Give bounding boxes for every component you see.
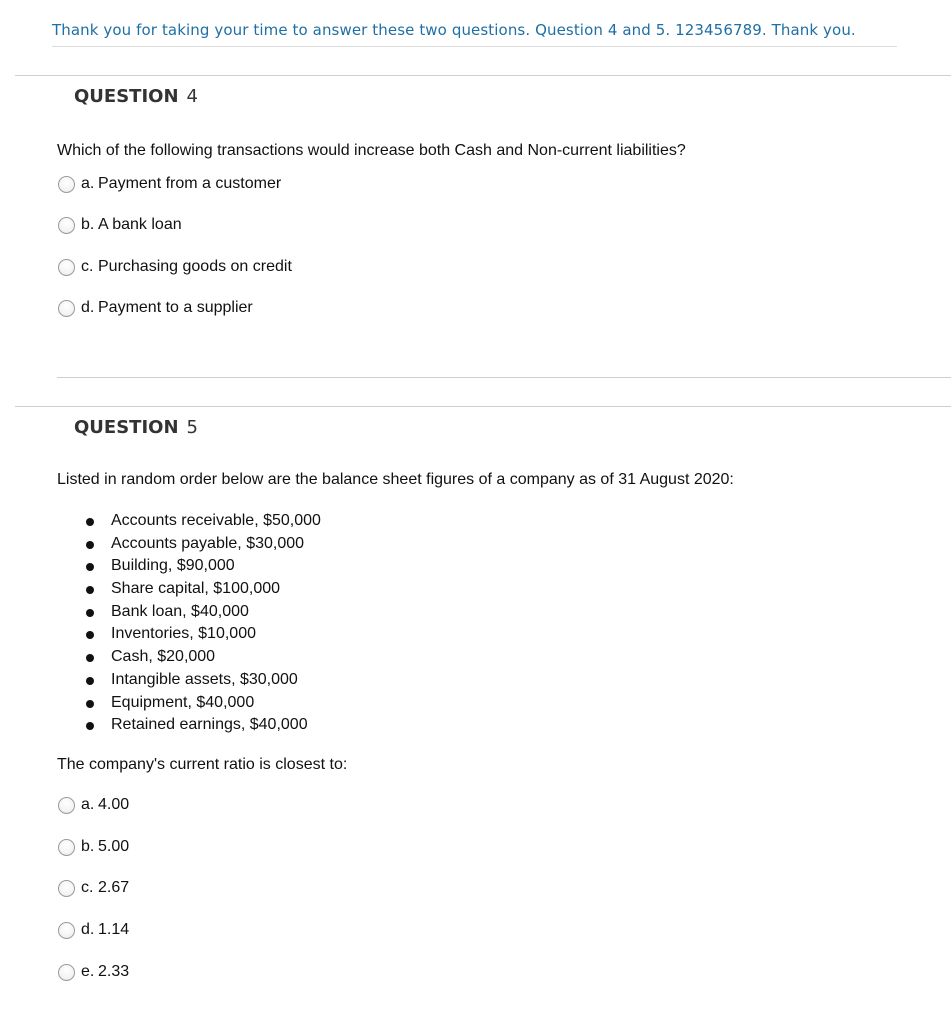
option-label: Payment from a customer bbox=[98, 175, 282, 192]
bullet-icon bbox=[86, 563, 94, 571]
radio-button[interactable] bbox=[58, 797, 75, 814]
radio-button[interactable] bbox=[58, 176, 75, 193]
list-item: Building, $90,000 bbox=[86, 555, 321, 578]
option-label: 4.00 bbox=[98, 796, 130, 813]
balance-sheet-items bbox=[86, 510, 321, 737]
option-label: Payment to a supplier bbox=[98, 299, 253, 316]
bullet-icon bbox=[86, 518, 94, 526]
bullet-icon bbox=[86, 677, 94, 685]
question-5-prompt: The company's current ratio is closest to: bbox=[57, 756, 348, 773]
list-item: Intangible assets, $30,000 bbox=[86, 669, 321, 692]
option-letter: a. bbox=[81, 796, 95, 813]
q4-option-a[interactable] bbox=[58, 173, 281, 195]
option-letter: b. bbox=[81, 838, 95, 855]
radio-button[interactable] bbox=[58, 964, 75, 981]
section-divider-top bbox=[15, 75, 951, 76]
question-number: 5 bbox=[186, 417, 198, 438]
bullet-icon bbox=[86, 586, 94, 594]
q4-option-d[interactable] bbox=[58, 297, 253, 319]
radio-button[interactable] bbox=[58, 217, 75, 234]
option-letter: d. bbox=[81, 921, 95, 938]
bullet-icon bbox=[86, 609, 94, 617]
q5-option-e[interactable] bbox=[58, 961, 129, 983]
section-divider-middle bbox=[15, 406, 951, 407]
question-label: QUESTION bbox=[74, 417, 179, 438]
list-item: Accounts receivable, $50,000 bbox=[86, 510, 321, 533]
instructions-banner: Thank you for taking your time to answer these two questions. Question 4 and 5. 123456789. Thank you. bbox=[52, 21, 856, 39]
question-4-text: Which of the following transactions would increase both Cash and Non-current liabilities? bbox=[57, 142, 686, 159]
radio-button[interactable] bbox=[58, 259, 75, 276]
q5-option-c[interactable] bbox=[58, 877, 129, 899]
bullet-icon bbox=[86, 722, 94, 730]
q4-option-c[interactable] bbox=[58, 256, 292, 278]
question-label: QUESTION bbox=[74, 86, 179, 107]
q5-option-b[interactable] bbox=[58, 836, 129, 858]
radio-button[interactable] bbox=[58, 922, 75, 939]
q5-option-d[interactable] bbox=[58, 919, 129, 941]
radio-button[interactable] bbox=[58, 880, 75, 897]
question-5-intro: Listed in random order below are the balance sheet figures of a company as of 31 August 2020: bbox=[57, 471, 734, 488]
bullet-icon bbox=[86, 700, 94, 708]
option-letter: b. bbox=[81, 216, 95, 233]
radio-button[interactable] bbox=[58, 300, 75, 317]
list-item: Equipment, $40,000 bbox=[86, 692, 321, 715]
option-label: 2.67 bbox=[98, 879, 130, 896]
list-item: Inventories, $10,000 bbox=[86, 623, 321, 646]
list-item: Bank loan, $40,000 bbox=[86, 601, 321, 624]
question-number: 4 bbox=[186, 86, 198, 107]
option-letter: a. bbox=[81, 175, 95, 192]
option-label: 2.33 bbox=[98, 963, 130, 980]
option-letter: e. bbox=[81, 963, 95, 980]
q5-option-a[interactable] bbox=[58, 794, 129, 816]
list-item: Retained earnings, $40,000 bbox=[86, 714, 321, 737]
option-label: 5.00 bbox=[98, 838, 130, 855]
option-letter: c. bbox=[81, 879, 94, 896]
option-letter: d. bbox=[81, 299, 95, 316]
bullet-icon bbox=[86, 631, 94, 639]
list-item: Cash, $20,000 bbox=[86, 646, 321, 669]
option-label: A bank loan bbox=[98, 216, 182, 233]
question-4-bottom-divider bbox=[57, 377, 951, 378]
option-label: 1.14 bbox=[98, 921, 130, 938]
bullet-icon bbox=[86, 654, 94, 662]
option-letter: c. bbox=[81, 258, 94, 275]
question-4-heading bbox=[74, 86, 198, 107]
banner-divider bbox=[52, 46, 897, 47]
option-label: Purchasing goods on credit bbox=[98, 258, 292, 275]
bullet-icon bbox=[86, 541, 94, 549]
question-5-heading bbox=[74, 417, 198, 438]
list-item: Share capital, $100,000 bbox=[86, 578, 321, 601]
radio-button[interactable] bbox=[58, 839, 75, 856]
list-item: Accounts payable, $30,000 bbox=[86, 533, 321, 556]
q4-option-b[interactable] bbox=[58, 214, 182, 236]
